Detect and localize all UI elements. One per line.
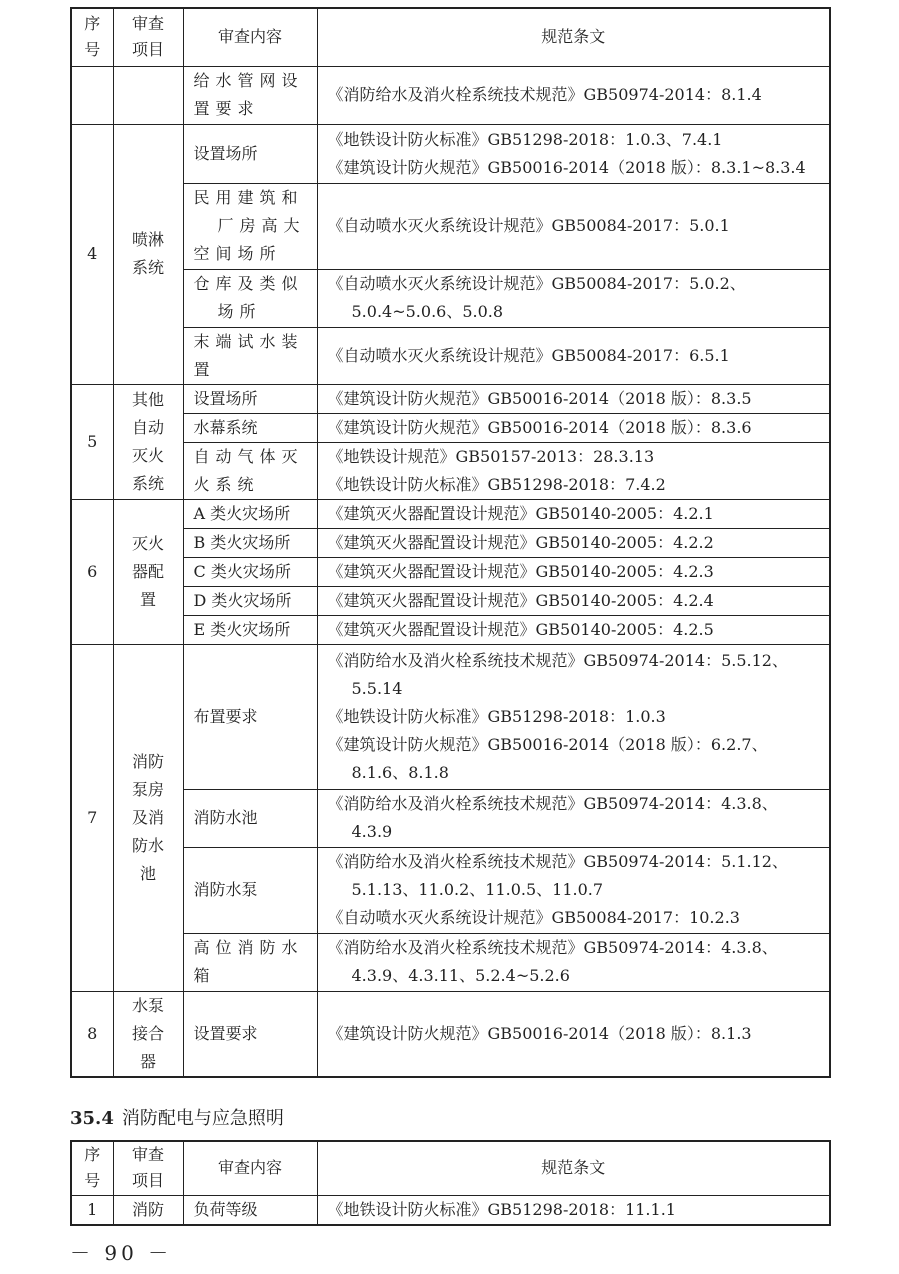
row-spec: 《自动喷水灭火系统设计规范》GB50084-2017：6.5.1 xyxy=(317,327,830,384)
row-spec: 《消防给水及消火栓系统技术规范》GB50974-2014：4.3.8、 4.3.9 xyxy=(317,789,830,847)
table-row xyxy=(71,586,830,615)
table-row xyxy=(71,499,830,528)
table-row xyxy=(71,644,830,789)
table-row xyxy=(71,933,830,991)
row-spec: 《建筑设计防火规范》GB50016-2014（2018 版）：8.3.5 xyxy=(317,384,830,413)
row-spec: 《建筑灭火器配置设计规范》GB50140-2005：4.2.4 xyxy=(317,586,830,615)
table-row xyxy=(71,413,830,442)
table-row xyxy=(71,991,830,1077)
table-row xyxy=(71,327,830,384)
table-row xyxy=(71,615,830,644)
table-row xyxy=(71,442,830,499)
row-content: 负荷等级 xyxy=(183,1195,317,1225)
row-spec: 《消防给水及消火栓系统技术规范》GB50974-2014：4.3.8、 4.3.9、4.3.11、5.2.4~5.2.6 xyxy=(317,933,830,991)
row-spec: 《自动喷水灭火系统设计规范》GB50084-2017：5.0.2、 5.0.4~5.0.6、5.0.8 xyxy=(317,269,830,327)
table-row xyxy=(71,789,830,847)
row-content: 仓库及类似 场所 xyxy=(183,269,317,327)
row-spec: 《建筑设计防火规范》GB50016-2014（2018 版）：8.3.6 xyxy=(317,413,830,442)
header-item: 审查 项目 xyxy=(113,1141,183,1195)
row-content: 设置场所 xyxy=(183,384,317,413)
row-content: 民用建筑和 厂房高大 空间场所 xyxy=(183,183,317,269)
section-heading xyxy=(70,1105,284,1133)
row-spec: 《消防给水及消火栓系统技术规范》GB50974-2014：5.5.12、 5.5.14 《地铁设计防火标准》GB51298-2018：1.0.3 《建筑设计防火规范》GB50016-2014（2018 版）：6.2.7、 8.1.6、8.1.8 xyxy=(317,644,830,789)
row-item: 水泵 接合 器 xyxy=(113,991,183,1077)
section-number: 35.4 xyxy=(70,1108,114,1129)
row-content: 消防水池 xyxy=(183,789,317,847)
table-row xyxy=(71,66,830,124)
header-spec: 规范条文 xyxy=(317,1141,830,1195)
standards-table-35-4 xyxy=(70,1140,831,1226)
row-spec: 《消防给水及消火栓系统技术规范》GB50974-2014：8.1.4 xyxy=(317,66,830,124)
row-no: 5 xyxy=(71,384,113,499)
table-header-row xyxy=(71,1141,830,1195)
row-content: A 类火灾场所 xyxy=(183,499,317,528)
row-item: 消防 泵房 及消 防水 池 xyxy=(113,644,183,991)
row-no xyxy=(71,66,113,124)
row-content: 设置要求 xyxy=(183,991,317,1077)
header-content: 审查内容 xyxy=(183,8,317,66)
row-content: B 类火灾场所 xyxy=(183,528,317,557)
header-content: 审查内容 xyxy=(183,1141,317,1195)
row-spec: 《地铁设计防火标准》GB51298-2018：1.0.3、7.4.1 《建筑设计防火规范》GB50016-2014（2018 版）：8.3.1~8.3.4 xyxy=(317,124,830,183)
row-item: 消防 xyxy=(113,1195,183,1225)
table-row xyxy=(71,384,830,413)
row-no: 7 xyxy=(71,644,113,991)
row-no: 6 xyxy=(71,499,113,644)
row-no: 4 xyxy=(71,124,113,384)
row-item: 灭火 器配 置 xyxy=(113,499,183,644)
row-content: E 类火灾场所 xyxy=(183,615,317,644)
table-row xyxy=(71,847,830,933)
row-item: 喷淋 系统 xyxy=(113,124,183,384)
row-content: D 类火灾场所 xyxy=(183,586,317,615)
row-no: 1 xyxy=(71,1195,113,1225)
standards-table-35-3 xyxy=(70,7,831,1078)
row-item xyxy=(113,66,183,124)
header-no: 序 号 xyxy=(71,1141,113,1195)
row-spec: 《建筑灭火器配置设计规范》GB50140-2005：4.2.2 xyxy=(317,528,830,557)
row-spec: 《建筑灭火器配置设计规范》GB50140-2005：4.2.1 xyxy=(317,499,830,528)
table-row xyxy=(71,183,830,269)
row-spec: 《自动喷水灭火系统设计规范》GB50084-2017：5.0.1 xyxy=(317,183,830,269)
row-spec: 《地铁设计防火标准》GB51298-2018：11.1.1 xyxy=(317,1195,830,1225)
section-title: 消防配电与应急照明 xyxy=(121,1108,284,1129)
row-content: 末端试水装 置 xyxy=(183,327,317,384)
row-content: 自动气体灭 火系统 xyxy=(183,442,317,499)
page-number: － 90 － xyxy=(70,1241,173,1265)
row-no: 8 xyxy=(71,991,113,1077)
table-row xyxy=(71,124,830,183)
row-content: 消防水泵 xyxy=(183,847,317,933)
row-spec: 《建筑灭火器配置设计规范》GB50140-2005：4.2.3 xyxy=(317,557,830,586)
row-spec: 《建筑设计防火规范》GB50016-2014（2018 版）：8.1.3 xyxy=(317,991,830,1077)
table-row xyxy=(71,1195,830,1225)
row-content: 水幕系统 xyxy=(183,413,317,442)
header-no: 序 号 xyxy=(71,8,113,66)
row-content: 高位消防水 箱 xyxy=(183,933,317,991)
row-content: 给水管网设 置要求 xyxy=(183,66,317,124)
row-spec: 《地铁设计规范》GB50157-2013：28.3.13 《地铁设计防火标准》GB51298-2018：7.4.2 xyxy=(317,442,830,499)
row-spec: 《消防给水及消火栓系统技术规范》GB50974-2014：5.1.12、 5.1.13、11.0.2、11.0.5、11.0.7 《自动喷水灭火系统设计规范》GB50084-2017：10.2.3 xyxy=(317,847,830,933)
row-content: 设置场所 xyxy=(183,124,317,183)
row-content: 布置要求 xyxy=(183,644,317,789)
table-row xyxy=(71,269,830,327)
row-spec: 《建筑灭火器配置设计规范》GB50140-2005：4.2.5 xyxy=(317,615,830,644)
table-row xyxy=(71,557,830,586)
table-row xyxy=(71,528,830,557)
row-item: 其他 自动 灭火 系统 xyxy=(113,384,183,499)
table-header-row xyxy=(71,8,830,66)
header-spec: 规范条文 xyxy=(317,8,830,66)
row-content: C 类火灾场所 xyxy=(183,557,317,586)
header-item: 审查 项目 xyxy=(113,8,183,66)
